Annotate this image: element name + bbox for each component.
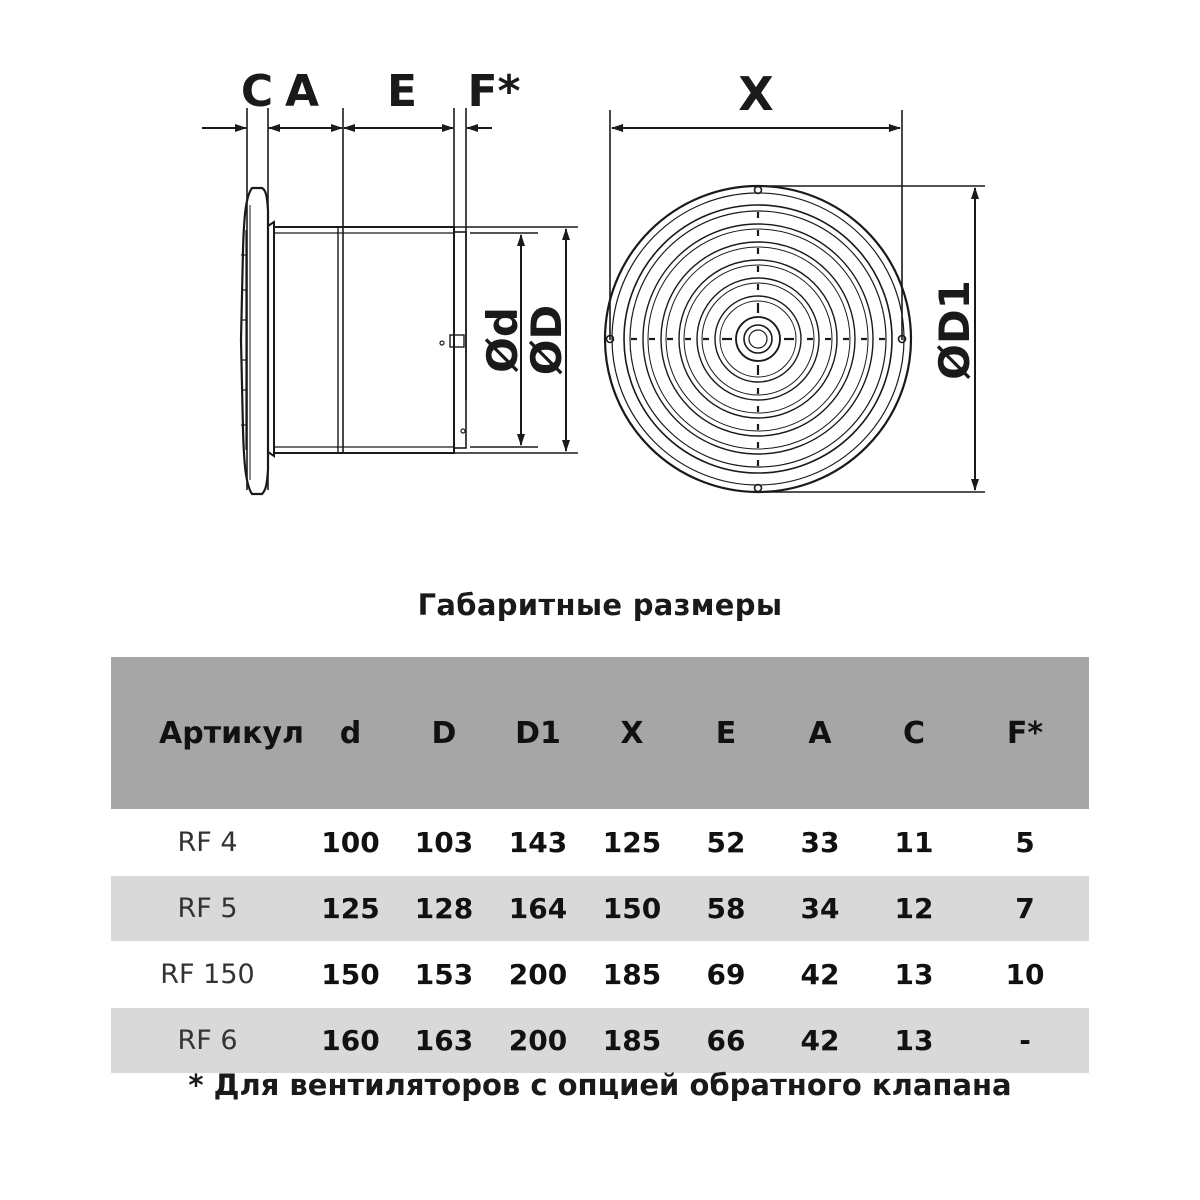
cell-article: RF 150 [111, 942, 304, 1008]
header-D1: D1 [491, 657, 585, 810]
hub [736, 317, 780, 361]
cell-value: 33 [773, 810, 867, 876]
header-C: C [867, 657, 961, 810]
cell-value: 103 [397, 810, 491, 876]
cell-article: RF 5 [111, 876, 304, 942]
dim-label-X: X [738, 67, 774, 121]
cell-value: 5 [961, 810, 1089, 876]
header-F: F* [961, 657, 1089, 810]
table-title: Габаритные размеры [417, 588, 783, 622]
cell-value: 13 [867, 942, 961, 1008]
cell-value: 143 [491, 810, 585, 876]
cell-value: 42 [773, 942, 867, 1008]
cell-value: 42 [773, 1008, 867, 1074]
cell-value: 100 [304, 810, 397, 876]
cell-value: 128 [397, 876, 491, 942]
header-X: X [585, 657, 679, 810]
cell-value: 34 [773, 876, 867, 942]
cell-value: 69 [679, 942, 773, 1008]
cell-value: 7 [961, 876, 1089, 942]
header-D: D [397, 657, 491, 810]
cell-value: 153 [397, 942, 491, 1008]
technical-drawing [0, 0, 1200, 560]
cell-value: 185 [585, 942, 679, 1008]
cell-value: 125 [304, 876, 397, 942]
table-header-row [111, 657, 1089, 810]
grille-ribs [631, 212, 885, 466]
dim-label-C: C [240, 66, 274, 117]
header-A: A [773, 657, 867, 810]
header-article: Артикул [111, 657, 304, 810]
dim-label-A: A [284, 66, 320, 117]
cell-value: 160 [304, 1008, 397, 1074]
cell-value: 13 [867, 1008, 961, 1074]
cell-value: 58 [679, 876, 773, 942]
table-row [111, 876, 1089, 942]
side-view [202, 108, 578, 494]
table-row [111, 942, 1089, 1008]
dim-label-D: ØD [522, 304, 571, 376]
dim-label-d: Ød [478, 307, 527, 373]
cell-article: RF 6 [111, 1008, 304, 1074]
cell-value: 150 [304, 942, 397, 1008]
footnote: * Для вентиляторов с опцией обратного клапана [188, 1068, 1012, 1102]
cell-value: 11 [867, 810, 961, 876]
cell-value: 125 [585, 810, 679, 876]
cell-value: 150 [585, 876, 679, 942]
dim-label-E: E [386, 66, 418, 117]
table-row [111, 1008, 1089, 1074]
cell-value: - [961, 1008, 1089, 1074]
dimensions-table [111, 657, 1089, 1073]
side-extension-lines [247, 108, 466, 490]
cell-value: 200 [491, 1008, 585, 1074]
fan-cylinder [274, 227, 454, 453]
header-E: E [679, 657, 773, 810]
dim-label-D1: ØD1 [930, 280, 979, 380]
cell-value: 185 [585, 1008, 679, 1074]
cell-value: 163 [397, 1008, 491, 1074]
dim-label-F: F* [467, 66, 521, 117]
cell-value: 12 [867, 876, 961, 942]
header-d: d [304, 657, 397, 810]
grille-flange [241, 188, 268, 494]
cell-value: 52 [679, 810, 773, 876]
front-view [605, 110, 985, 492]
cell-value: 164 [491, 876, 585, 942]
cell-value: 200 [491, 942, 585, 1008]
table-row [111, 810, 1089, 876]
cell-value: 66 [679, 1008, 773, 1074]
cell-article: RF 4 [111, 810, 304, 876]
cell-value: 10 [961, 942, 1089, 1008]
